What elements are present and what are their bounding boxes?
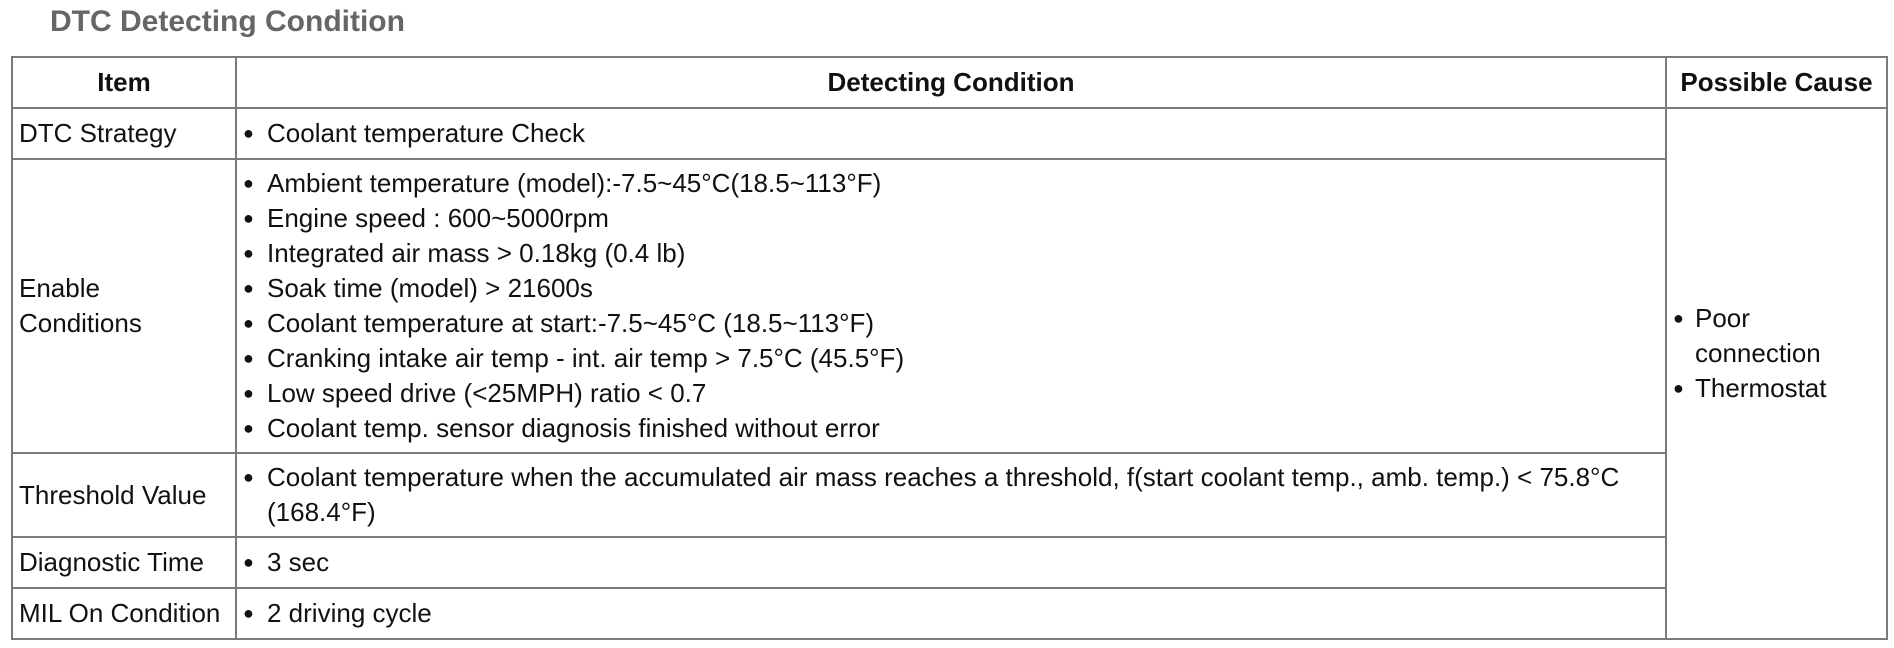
table-row-mil-on-condition bbox=[12, 588, 1887, 639]
header-possible-cause: Possible Cause bbox=[1666, 57, 1887, 108]
table-row-dtc-strategy bbox=[12, 108, 1887, 159]
condition-bullet: ● Coolant temp. sensor diagnosis finished without error bbox=[243, 411, 1659, 446]
table-row-diagnostic-time bbox=[12, 537, 1887, 588]
condition-bullet: ● 2 driving cycle bbox=[243, 596, 1659, 631]
header-detecting-condition: Detecting Condition bbox=[236, 57, 1666, 108]
condition-bullet: ● Coolant temperature Check bbox=[243, 116, 1659, 151]
cause-list bbox=[1673, 301, 1880, 406]
condition-list bbox=[243, 545, 1659, 580]
cause-bullet: ● Thermostat bbox=[1673, 371, 1880, 406]
condition-bullet: ● Low speed drive (<25MPH) ratio < 0.7 bbox=[243, 376, 1659, 411]
item-cell: Enable Conditions bbox=[12, 159, 236, 453]
dtc-condition-table bbox=[11, 56, 1888, 640]
condition-list bbox=[243, 460, 1659, 530]
condition-bullet: ● Coolant temperature when the accumulated air mass reaches a threshold, f(start coolant temp., amb. temp.) < 75.8°C (168.4°F) bbox=[243, 460, 1659, 530]
item-cell: MIL On Condition bbox=[12, 588, 236, 639]
table-header-row bbox=[12, 57, 1887, 108]
condition-list bbox=[243, 166, 1659, 446]
condition-cell bbox=[236, 159, 1666, 453]
possible-cause-cell bbox=[1666, 108, 1887, 639]
item-cell: DTC Strategy bbox=[12, 108, 236, 159]
condition-cell bbox=[236, 588, 1666, 639]
item-cell: Threshold Value bbox=[12, 453, 236, 537]
condition-bullet: ● Engine speed : 600~5000rpm bbox=[243, 201, 1659, 236]
condition-bullet: ● Cranking intake air temp - int. air temp > 7.5°C (45.5°F) bbox=[243, 341, 1659, 376]
condition-bullet: ● Coolant temperature at start:-7.5~45°C (18.5~113°F) bbox=[243, 306, 1659, 341]
cause-bullet: ● Poor connection bbox=[1673, 301, 1880, 371]
condition-list bbox=[243, 596, 1659, 631]
condition-cell bbox=[236, 108, 1666, 159]
condition-bullet: ● 3 sec bbox=[243, 545, 1659, 580]
condition-list bbox=[243, 116, 1659, 151]
page-title: DTC Detecting Condition bbox=[50, 5, 405, 38]
condition-bullet: ● Soak time (model) > 21600s bbox=[243, 271, 1659, 306]
condition-bullet: ● Ambient temperature (model):-7.5~45°C(18.5~113°F) bbox=[243, 166, 1659, 201]
condition-cell bbox=[236, 537, 1666, 588]
condition-bullet: ● Integrated air mass > 0.18kg (0.4 lb) bbox=[243, 236, 1659, 271]
condition-cell bbox=[236, 453, 1666, 537]
header-item: Item bbox=[12, 57, 236, 108]
table-row-enable-conditions bbox=[12, 159, 1887, 453]
item-cell: Diagnostic Time bbox=[12, 537, 236, 588]
table-row-threshold-value bbox=[12, 453, 1887, 537]
